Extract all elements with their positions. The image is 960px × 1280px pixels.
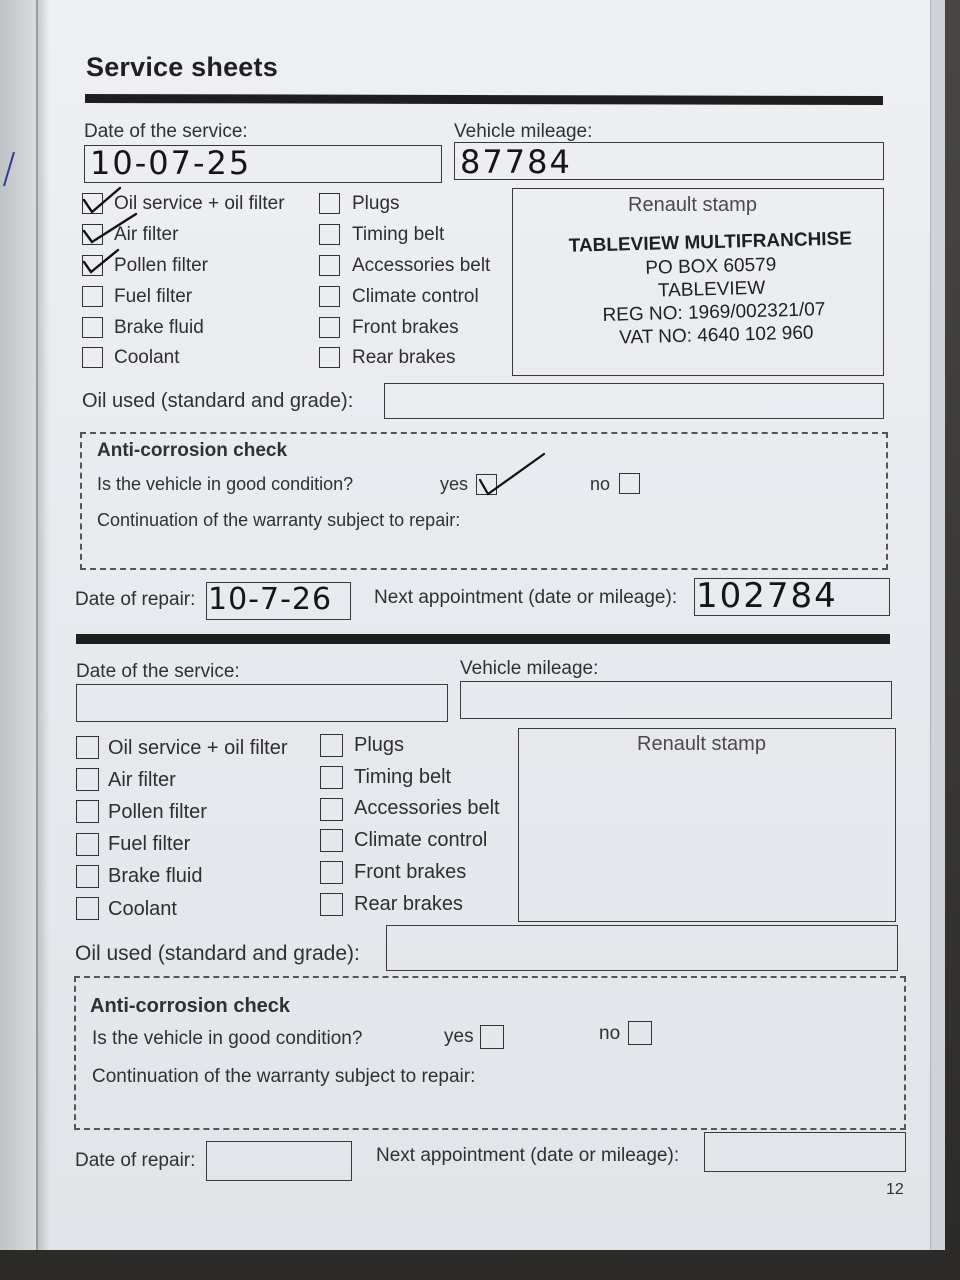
- oil-field[interactable]: [384, 383, 884, 419]
- mileage-value-handwritten: 87784: [460, 143, 572, 181]
- no-label: no: [590, 474, 611, 494]
- checklist-label: Timing belt: [354, 766, 452, 788]
- check-mark-icon: [78, 180, 148, 280]
- next-appointment-label: Next appointment (date or mileage):: [376, 1145, 680, 1166]
- checklist-label: Air filter: [114, 224, 179, 245]
- condition-question: Is the vehicle in good condition?: [97, 474, 354, 494]
- checklist-label: Timing belt: [352, 224, 445, 245]
- stamp-label: Renault stamp: [628, 194, 757, 216]
- warranty-label: Continuation of the warranty subject to repair:: [92, 1066, 476, 1087]
- checklist-label: Oil service + oil filter: [108, 737, 288, 759]
- checklist-label: Climate control: [352, 286, 479, 307]
- repair-date-field[interactable]: [206, 1141, 352, 1181]
- page-edge: [930, 0, 945, 1250]
- checklist-label: Brake fluid: [108, 865, 203, 887]
- date-value-handwritten: 10-07-25: [90, 144, 252, 182]
- checklist-label: Front brakes: [352, 317, 459, 338]
- dealer-stamp: [558, 228, 871, 356]
- checklist-label: Oil service + oil filter: [114, 193, 285, 214]
- checkbox-coolant[interactable]: [76, 897, 99, 920]
- checkbox-fuel-filter[interactable]: [82, 286, 103, 307]
- checklist-label: Pollen filter: [114, 255, 208, 276]
- stamp-label: Renault stamp: [637, 733, 766, 755]
- checklist-label: Coolant: [114, 347, 180, 368]
- checkbox-plugs[interactable]: [319, 193, 340, 214]
- checkbox-timing-belt[interactable]: [319, 224, 340, 245]
- checklist-label: Front brakes: [354, 861, 467, 883]
- check-mark-icon: [472, 450, 552, 500]
- date-label: Date of the service:: [84, 121, 248, 142]
- checklist-label: Rear brakes: [352, 347, 456, 368]
- mileage-label: Vehicle mileage:: [454, 121, 593, 142]
- checkbox-oil-service[interactable]: [76, 736, 99, 759]
- stamp-line: REG NO: 1969/002321/07: [602, 299, 826, 326]
- mileage-field[interactable]: [460, 681, 892, 719]
- checkbox-climate-control[interactable]: [319, 286, 340, 307]
- checkbox-no[interactable]: [628, 1021, 652, 1045]
- section-divider: [76, 634, 890, 644]
- checkbox-pollen-filter[interactable]: [76, 800, 99, 823]
- repair-date-handwritten: 10-7-26: [208, 582, 333, 617]
- checkbox-rear-brakes[interactable]: [319, 347, 340, 368]
- checklist-label: Accessories belt: [354, 797, 500, 819]
- checklist-label: Plugs: [352, 193, 400, 214]
- repair-label: Date of repair:: [75, 1150, 196, 1171]
- spine-shadow: [36, 0, 50, 1250]
- checklist-label: Pollen filter: [108, 801, 207, 823]
- checklist-label: Fuel filter: [108, 833, 191, 855]
- stamp-line: PO BOX 60579: [645, 254, 777, 279]
- checkbox-front-brakes[interactable]: [320, 861, 343, 884]
- date-label: Date of the service:: [76, 661, 240, 682]
- next-appointment-handwritten: 102784: [696, 576, 838, 616]
- checklist-label: Plugs: [354, 734, 405, 756]
- page-title: Service sheets: [86, 52, 278, 82]
- checkbox-brake-fluid[interactable]: [82, 317, 103, 338]
- checklist-label: Air filter: [108, 769, 176, 791]
- oil-label: Oil used (standard and grade):: [82, 390, 354, 412]
- renault-stamp-box: [518, 728, 896, 922]
- checkbox-air-filter[interactable]: [76, 768, 99, 791]
- oil-label: Oil used (standard and grade):: [75, 942, 360, 965]
- warranty-label: Continuation of the warranty subject to repair:: [97, 510, 461, 530]
- checklist-label: Brake fluid: [114, 317, 204, 338]
- checklist-label: Rear brakes: [354, 893, 463, 915]
- checkbox-timing-belt[interactable]: [320, 766, 343, 789]
- checkbox-accessories-belt[interactable]: [319, 255, 340, 276]
- stamp-line: TABLEVIEW: [657, 277, 766, 302]
- checkbox-rear-brakes[interactable]: [320, 893, 343, 916]
- checklist-label: Coolant: [108, 898, 177, 920]
- stamp-line: TABLEVIEW MULTIFRANCHISE: [568, 228, 853, 257]
- checkbox-brake-fluid[interactable]: [76, 865, 99, 888]
- mileage-label: Vehicle mileage:: [460, 658, 599, 679]
- checkbox-plugs[interactable]: [320, 734, 343, 757]
- corrosion-title: Anti-corrosion check: [97, 440, 288, 461]
- yes-label: yes: [440, 474, 469, 494]
- checkbox-yes[interactable]: [480, 1025, 504, 1049]
- stamp-line: VAT NO: 4640 102 960: [618, 322, 814, 349]
- condition-question: Is the vehicle in good condition?: [92, 1028, 363, 1049]
- checkbox-front-brakes[interactable]: [319, 317, 340, 338]
- checkbox-climate-control[interactable]: [320, 829, 343, 852]
- repair-label: Date of repair:: [75, 589, 196, 610]
- no-label: no: [599, 1023, 621, 1044]
- oil-field[interactable]: [386, 925, 898, 971]
- pen-mark: [0, 150, 20, 190]
- checkbox-accessories-belt[interactable]: [320, 798, 343, 821]
- checklist-label: Climate control: [354, 829, 488, 851]
- date-field[interactable]: [76, 684, 448, 722]
- next-appointment-label: Next appointment (date or mileage):: [374, 587, 678, 608]
- corrosion-title: Anti-corrosion check: [90, 995, 291, 1017]
- checkbox-coolant[interactable]: [82, 347, 103, 368]
- checklist-label: Fuel filter: [114, 286, 193, 307]
- checklist-label: Accessories belt: [352, 255, 491, 276]
- checkbox-fuel-filter[interactable]: [76, 833, 99, 856]
- yes-label: yes: [444, 1026, 474, 1047]
- checkbox-no[interactable]: [619, 473, 640, 494]
- next-appointment-field[interactable]: [704, 1132, 906, 1172]
- page-number: 12: [886, 1181, 904, 1198]
